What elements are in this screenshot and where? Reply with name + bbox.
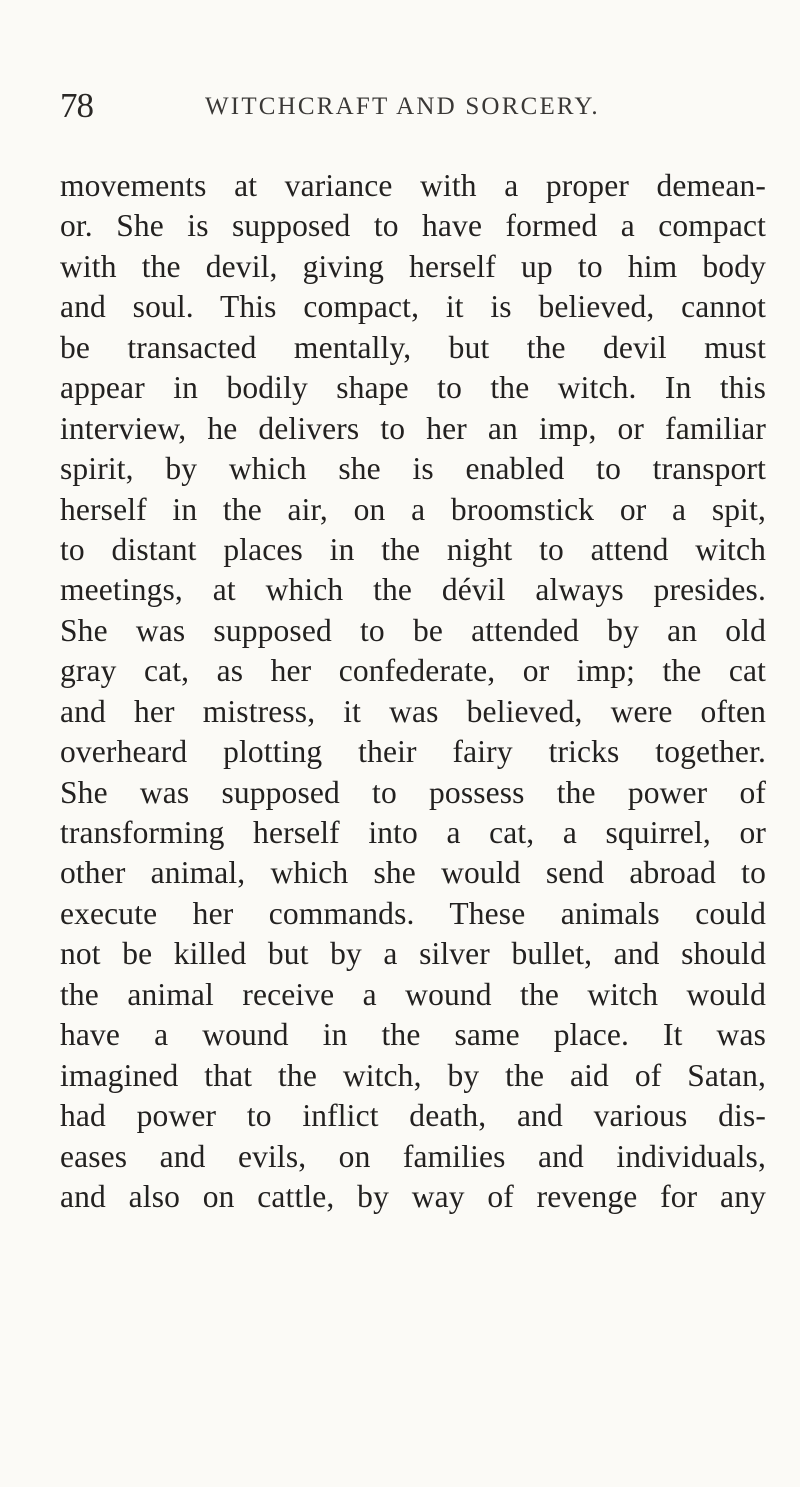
text-line: interview, he delivers to her an imp, or familiar: [60, 410, 766, 446]
body-text: [60, 166, 766, 1217]
text-line: and soul. This compact, it is believed, cannot: [60, 289, 766, 325]
text-line: herself in the air, on a broomstick or a spit,: [60, 491, 766, 527]
text-line: She was supposed to be attended by an old: [60, 612, 766, 648]
text-line: spirit, by which she is enabled to transport: [60, 451, 766, 487]
text-line: appear in bodily shape to the witch. In this: [60, 370, 766, 406]
text-line: transforming herself into a cat, a squirrel, or: [60, 815, 766, 850]
text-line: meetings, at which the dévil always presides.: [60, 572, 766, 608]
text-line: overheard plotting their fairy tricks together.: [60, 734, 766, 770]
text-line: and also on cattle, by way of revenge for any: [60, 1178, 766, 1214]
text-line: the animal receive a wound the witch would: [60, 976, 766, 1012]
text-line: with the devil, giving herself up to him body: [60, 248, 766, 284]
text-line: had power to inflict death, and various dis-: [60, 1098, 766, 1134]
running-title: WITCHCRAFT AND SORCERY.: [205, 93, 600, 120]
text-line: or. She is supposed to have formed a compact: [60, 208, 766, 244]
text-line: to distant places in the night to attend witch: [60, 531, 766, 567]
text-line: not be killed but by a silver bullet, and should: [60, 936, 766, 972]
text-line: movements at variance with a proper demean-: [60, 168, 766, 203]
text-line: and her mistress, it was believed, were often: [60, 693, 766, 729]
text-line: execute her commands. These animals could: [60, 895, 766, 931]
text-line: She was supposed to possess the power of: [60, 774, 766, 810]
text-line: gray cat, as her confederate, or imp; the cat: [60, 653, 766, 689]
text-line: be transacted mentally, but the devil must: [60, 329, 766, 365]
running-head: [60, 86, 760, 126]
text-line: other animal, which she would send abroad to: [60, 855, 766, 891]
text-line: imagined that the witch, by the aid of Satan,: [60, 1057, 766, 1093]
text-line: have a wound in the same place. It was: [60, 1017, 766, 1053]
page-number: 78: [60, 86, 93, 125]
text-line: eases and evils, on families and individuals,: [60, 1138, 766, 1174]
